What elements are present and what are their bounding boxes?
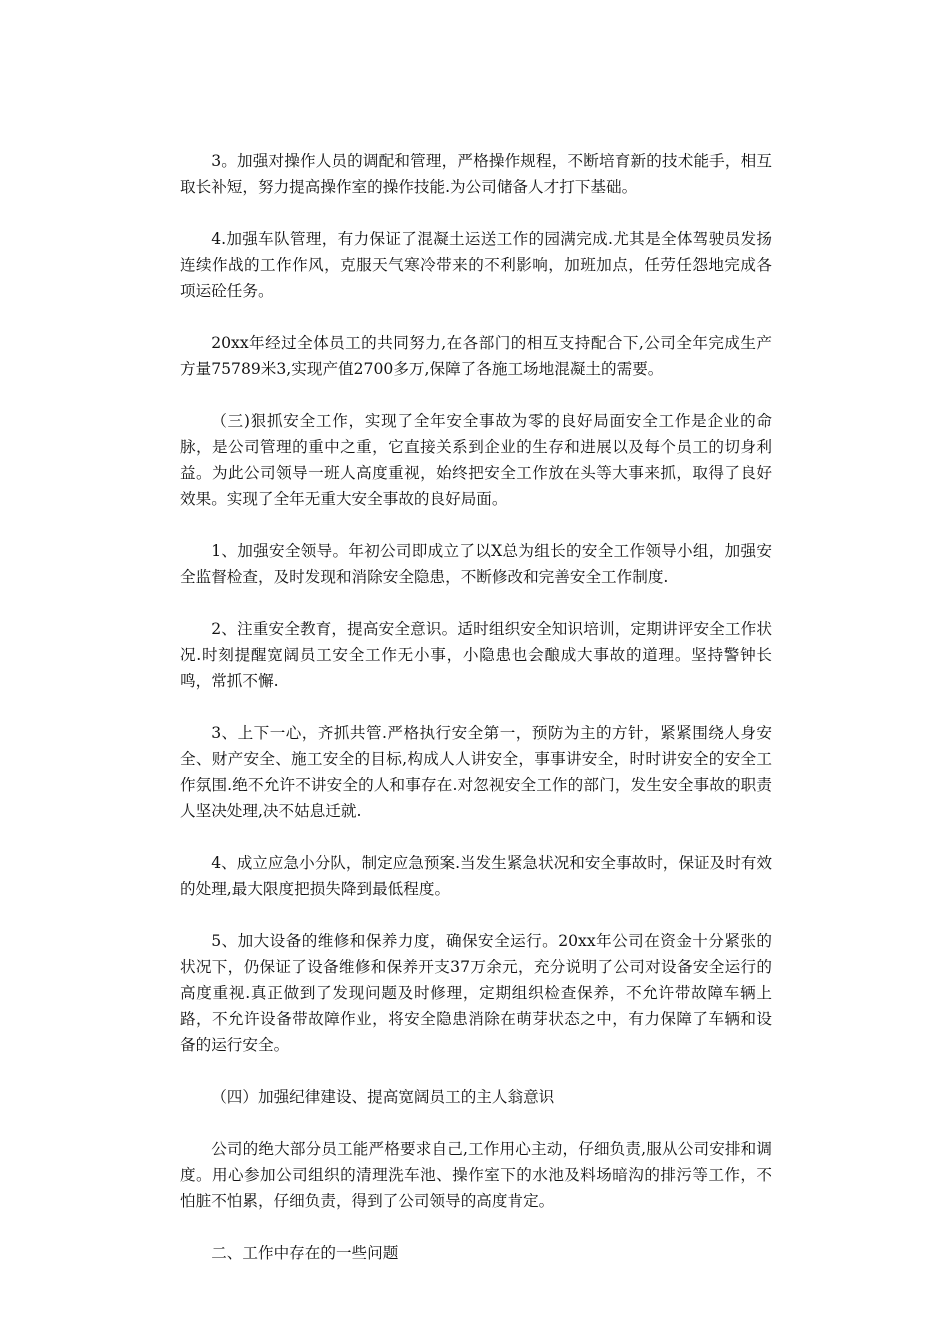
section-heading-problems: 二、工作中存在的一些问题 (211, 1244, 399, 1262)
paragraph-annual-output: 20xx年经过全体员工的共同努力,在各部门的相互支持配合下,公司全年完成生产方量75789米3,实现产值2700多万,保障了各施工场地混凝土的需要。 (180, 334, 772, 378)
paragraph-operator-management: 3。加强对操作人员的调配和管理，严格操作规程，不断培育新的技术能手，相互取长补短，努力提高操作室的操作技能.为公司储备人才打下基础。 (180, 152, 772, 196)
section-heading-discipline: （四）加强纪律建设、提高宽阔员工的主人翁意识 (211, 1088, 555, 1106)
paragraph-equipment-maintenance: 5、加大设备的维修和保养力度，确保安全运行。20xx年公司在资金十分紧张的状况下，仍保证了设备维修和保养开支37万余元，充分说明了公司对设备安全运行的高度重视.真正做到了发现问题及时修理，定期组织检查保养，不允许带故障车辆上路，不允许设备带故障作业，将安全隐患消除在萌芽状态之中，有力保障了车辆和设备的运行安全。 (180, 932, 772, 1054)
paragraph-staff-conduct: 公司的绝大部分员工能严格要求自己,工作用心主动，仔细负责,服从公司安排和调度。用心参加公司组织的清理洗车池、操作室下的水池及料场暗沟的排污等工作，不怕脏不怕累，仔细负责，得到了公司领导的高度肯定。 (180, 1140, 772, 1210)
paragraph-fleet-management: 4.加强车队管理，有力保证了混凝土运送工作的园满完成.尤其是全体驾驶员发扬连续作战的工作作风，克服天气寒冷带来的不利影响，加班加点，任劳任怨地完成各项运砼任务。 (180, 230, 772, 300)
paragraph-safety-education: 2、注重安全教育，提高安全意识。适时组织安全知识培训，定期讲评安全工作状况.时刻提醒宽阔员工安全工作无小事，小隐患也会酿成大事故的道理。坚持警钟长鸣，常抓不懈. (180, 620, 772, 690)
paragraph-joint-management: 3、上下一心，齐抓共管.严格执行安全第一，预防为主的方针，紧紧围绕人身安全、财产安全、施工安全的目标,构成人人讲安全，事事讲安全，时时讲安全的安全工作氛围.绝不允许不讲安全的人和事存在.对忽视安全工作的部门，发生安全事故的职责人坚决处理,决不姑息迁就. (180, 724, 772, 820)
document-body (180, 148, 772, 1292)
paragraph-safety-leadership: 1、加强安全领导。年初公司即成立了以X总为组长的安全工作领导小组，加强安全监督检查，及时发现和消除安全隐患，不断修改和完善安全工作制度. (180, 542, 772, 586)
paragraph-emergency-team: 4、成立应急小分队，制定应急预案.当发生紧急状况和安全事故时，保证及时有效的处理,最大限度把损失降到最低程度。 (180, 854, 772, 898)
paragraph-safety-work: （三)狠抓安全工作，实现了全年安全事故为零的良好局面安全工作是企业的命脉，是公司管理的重中之重，它直接关系到企业的生存和进展以及每个员工的切身利益。为此公司领导一班人高度重视，始终把安全工作放在头等大事来抓，取得了良好效果。实现了全年无重大安全事故的良好局面。 (180, 412, 772, 508)
